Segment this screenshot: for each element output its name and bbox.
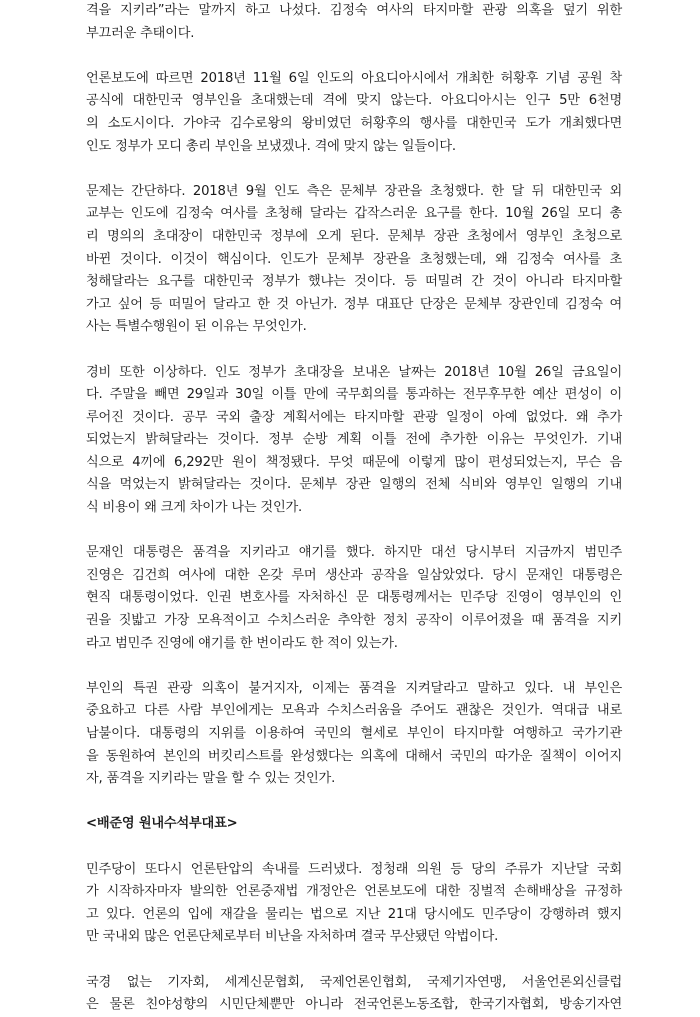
text-line: 만 국내외 많은 언론단체로부터 비난을 자처하며 결국 무산됐던 악법이다. <box>86 929 499 945</box>
paragraph <box>86 0 622 45</box>
text-line: 라고 범민주 진영에 얘기를 한 번이라도 한 적이 있는가. <box>86 635 398 651</box>
paragraph <box>86 181 622 339</box>
text-line: 공식에 대한민국 영부인을 초대했는데 격에 맞지 않는다. 아요디아시는 인구 5만 6천명 <box>86 93 622 109</box>
paragraph <box>86 542 622 655</box>
text-line: 의 소도시이다. 가야국 김수로왕의 왕비였던 허황후의 행사를 대한민국 도가 개최했다면 <box>86 115 622 131</box>
text-line: 문재인 대통령은 품격을 지키라고 얘기를 했다. 하지만 대선 당시부터 지금까지 범민주 <box>86 545 622 561</box>
text-line: 교부는 인도에 김정숙 여사를 초청해 달라는 갑작스러운 요구를 한다. 10월 26일 모디 총 <box>86 206 622 222</box>
text-line: 을 동원하여 본인의 버킷리스트를 완성했다는 의혹에 대해서 국민의 따가운 질책이 이어지 <box>86 748 622 764</box>
text-line: 루어진 것이다. 공무 국외 출장 계획서에는 타지마할 관광 일정이 아예 없었다. 왜 추가 <box>86 409 622 425</box>
text-line: 다. 주말을 빼면 29일과 30일 이틀 만에 국무회의를 통과하는 전무후무한 예산 편성이 이 <box>86 387 622 403</box>
document-body-part1 <box>86 0 622 791</box>
text-line: 현직 대통령이었다. 인권 변호사를 자처하신 문 대통령께서는 민주당 진영이 영부인의 인 <box>86 590 622 606</box>
text-line: 중요하고 다른 사람 부인에게는 모욕과 수치스러움을 주어도 괜찮은 것인가. 역대급 내로 <box>86 703 622 719</box>
text-line: 되었는지 밝혀달라는 것이다. 정부 순방 계획 이틀 전에 추가한 이유는 무엇인가. 기내 <box>86 432 622 448</box>
text-line: 민주당이 또다시 언론탄압의 속내를 드러냈다. 정청래 의원 등 당의 주류가 지난달 국회 <box>86 861 622 877</box>
text-line: 진영은 김건희 여사에 대한 온갖 루머 생산과 공작을 일삼았었다. 당시 문재인 대통령은 <box>86 567 622 583</box>
text-line: 격을 지키라”라는 말까지 하고 나섰다. 김정숙 여사의 타지마할 관광 의혹을 덮기 위한 <box>86 3 622 18</box>
text-line: 식으로 4끼에 6,292만 원이 책정됐다. 무엇 때문에 이렇게 많이 편성되었는지, 무슨 음 <box>86 454 622 470</box>
document-page <box>86 0 622 1017</box>
text-line: 식 비용이 왜 크게 차이가 나는 것인가. <box>86 500 303 516</box>
text-line: 가 시작하자마자 발의한 언론중재법 개정안은 언론보도에 대한 징벌적 손해배상을 규정하 <box>86 884 622 900</box>
text-line: 권을 짓밟고 가장 모욕적이고 수치스러운 추악한 정치 공작이 이루어졌을 때 품격을 지키 <box>86 613 622 629</box>
text-line: 인도 정부가 모디 총리 부인을 보냈겠나. 격에 맞지 않는 일들이다. <box>86 138 456 154</box>
paragraph <box>86 68 622 158</box>
text-line: 경비 또한 이상하다. 인도 정부가 초대장을 보내온 날짜는 2018년 10월 26일 금요일이 <box>86 364 622 380</box>
paragraph <box>86 362 622 520</box>
paragraph <box>86 678 622 791</box>
text-line: 고 있다. 언론의 입에 재갈을 물리는 법으로 지난 21대 당시에도 민주당이 강행하려 했지 <box>86 906 622 922</box>
paragraph <box>86 972 622 1017</box>
text-line: 국경 없는 기자회, 세계신문협회, 국제언론인협회, 국제기자연맹, 서울언론외신클럽 <box>86 974 622 990</box>
text-line: 은 물론 친야성향의 시민단체뿐만 아니라 전국언론노동조합, 한국기자협회, 방송기자연 <box>86 997 622 1013</box>
text-line: 부끄러운 추태이다. <box>86 25 195 41</box>
document-body-part2 <box>86 859 622 1017</box>
text-line: 바뀐 것이다. 이것이 핵심이다. 인도가 문체부 장관을 초청했는데, 왜 김정숙 여사를 초 <box>86 251 622 267</box>
text-line: 자, 품격을 지키라는 말을 할 수 있는 것인가. <box>86 771 336 787</box>
text-line: 부인의 특권 관광 의혹이 불거지자, 이제는 품격을 지켜달라고 말하고 있다. 내 부인은 <box>86 680 622 696</box>
text-line: 청해달라는 요구를 대한민국 정부가 했냐는 것이다. 등 떠밀려 간 것이 아니라 타지마할 <box>86 274 622 290</box>
text-line: 언론보도에 따르면 2018년 11월 6일 인도의 아요디아시에서 개최한 허황후 기념 공원 착 <box>86 70 622 86</box>
text-line: 가고 싶어 등 떠밀어 달라고 한 것 아닌가. 정부 대표단 단장은 문체부 장관인데 김정숙 여 <box>86 296 622 312</box>
text-line: 사는 특별수행원이 된 이유는 무엇인가. <box>86 319 307 335</box>
text-line: 리 명의의 초대장이 대한민국 정부에 오게 된다. 문체부 장관 초청에서 영부인 초청으로 <box>86 228 622 244</box>
text-line: 남불이다. 대통령의 지위를 이용하여 국민의 혈세로 부인이 타지마할 여행하고 국가기관 <box>86 726 622 741</box>
text-line: 식을 먹었는지 밝혀달라는 것이다. 문체부 장관 일행의 전체 식비와 영부인 일행의 기내 <box>86 477 622 493</box>
text-line: 문제는 간단하다. 2018년 9월 인도 측은 문체부 장관을 초청했다. 한 달 뒤 대한민국 외 <box>86 183 622 199</box>
section-heading: <배준영 원내수석부대표> <box>86 816 238 832</box>
paragraph <box>86 859 622 949</box>
